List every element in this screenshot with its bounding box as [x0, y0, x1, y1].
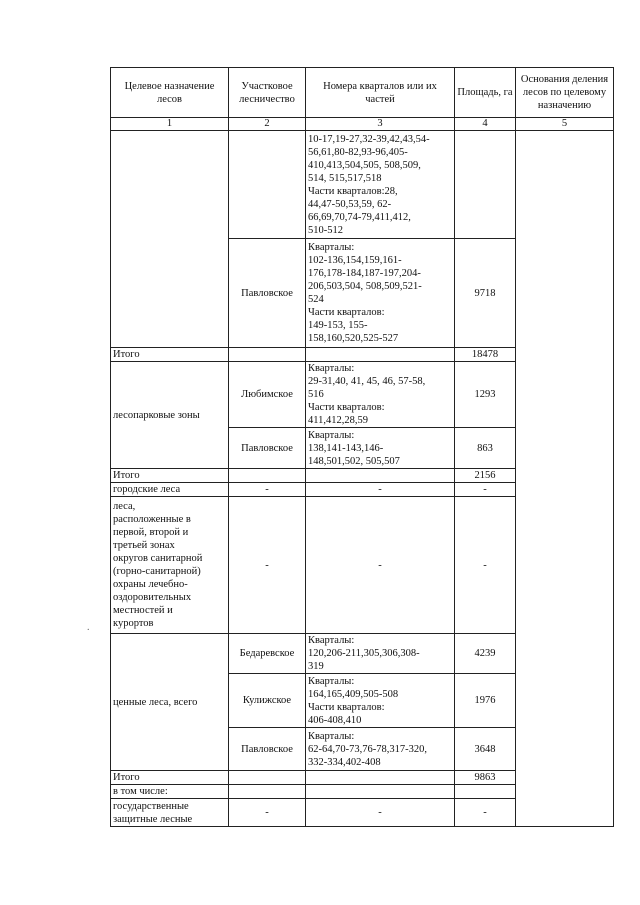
header-quarters: Номера кварталов или их частей [306, 68, 455, 118]
area-cell [455, 131, 516, 239]
column-number: 4 [455, 118, 516, 131]
total-area: 2156 [455, 469, 516, 483]
column-number: 5 [516, 118, 614, 131]
quarters-cell [306, 348, 455, 362]
area-cell: 1976 [455, 674, 516, 728]
column-number: 3 [306, 118, 455, 131]
area-cell: 4239 [455, 634, 516, 674]
area-cell: 863 [455, 428, 516, 469]
header-area: Площадь, га [455, 68, 516, 118]
header-forestry: Участковое лесничество [229, 68, 306, 118]
quarters-cell: - [306, 799, 455, 827]
quarters-cell: Кварталы: 29-31,40, 41, 45, 46, 57-58, 516 Части кварталов: 411,412,28,59 [306, 362, 455, 428]
forestry-cell [229, 771, 306, 785]
forestry-cell: - [229, 483, 306, 497]
purpose-cell: государственные защитные лесные [111, 799, 229, 827]
quarters-cell: 10-17,19-27,32-39,42,43,54- 56,61,80-82,93-96,405- 410,413,504,505, 508,509, 514, 515,517,518 Части кварталов:28, 44,47-50,53,59, 62- 66,69,70,74-79,411,412, 510-512 [306, 131, 455, 239]
forest-purpose-table [110, 67, 614, 827]
quarters-cell: Кварталы: 138,141-143,146- 148,501,502, 505,507 [306, 428, 455, 469]
purpose-cell: в том числе: [111, 785, 229, 799]
forestry-cell: Павловское [229, 728, 306, 771]
column-number-row [111, 118, 614, 131]
area-cell [455, 785, 516, 799]
quarters-cell: Кварталы: 120,206-211,305,306,308- 319 [306, 634, 455, 674]
header-purpose: Целевое назначение лесов [111, 68, 229, 118]
area-cell: 1293 [455, 362, 516, 428]
forestry-cell: Кулижское [229, 674, 306, 728]
header-row [111, 68, 614, 118]
purpose-cell: городские леса [111, 483, 229, 497]
quarters-cell [306, 771, 455, 785]
header-basis: Основания деления лесов по целевому назначению [516, 68, 614, 118]
area-cell: 9718 [455, 239, 516, 348]
area-cell: - [455, 497, 516, 634]
forestry-cell: Павловское [229, 239, 306, 348]
stray-mark: . [87, 622, 90, 633]
quarters-cell [306, 469, 455, 483]
forestry-cell: Павловское [229, 428, 306, 469]
total-area: 9863 [455, 771, 516, 785]
forestry-cell [229, 131, 306, 239]
area-cell: - [455, 799, 516, 827]
forestry-cell: - [229, 799, 306, 827]
forestry-cell [229, 469, 306, 483]
basis-cell [516, 131, 614, 827]
total-label: Итого [111, 771, 229, 785]
forestry-cell [229, 348, 306, 362]
total-label: Итого [111, 348, 229, 362]
table-row [111, 131, 614, 239]
purpose-cell: лесопарковые зоны [111, 362, 229, 469]
column-number: 1 [111, 118, 229, 131]
forestry-cell [229, 785, 306, 799]
area-cell: - [455, 483, 516, 497]
purpose-cell: леса, расположенные в первой, второй и третьей зонах округов санитарной (горно-санитарной) охраны лечебно- оздоровительных местностей и курортов [111, 497, 229, 634]
quarters-cell: Кварталы: 62-64,70-73,76-78,317-320, 332-334,402-408 [306, 728, 455, 771]
purpose-cell [111, 131, 229, 348]
quarters-cell [306, 785, 455, 799]
forestry-cell: Любимское [229, 362, 306, 428]
total-label: Итого [111, 469, 229, 483]
column-number: 2 [229, 118, 306, 131]
quarters-cell: - [306, 483, 455, 497]
quarters-cell: Кварталы: 102-136,154,159,161- 176,178-184,187-197,204- 206,503,504, 508,509,521- 524 Части кварталов: 149-153, 155- 158,160,520,525-527 [306, 239, 455, 348]
area-cell: 3648 [455, 728, 516, 771]
total-area: 18478 [455, 348, 516, 362]
forestry-cell: Бедаревское [229, 634, 306, 674]
forestry-cell: - [229, 497, 306, 634]
quarters-cell: Кварталы: 164,165,409,505-508 Части кварталов: 406-408,410 [306, 674, 455, 728]
quarters-cell: - [306, 497, 455, 634]
purpose-cell: ценные леса, всего [111, 634, 229, 771]
